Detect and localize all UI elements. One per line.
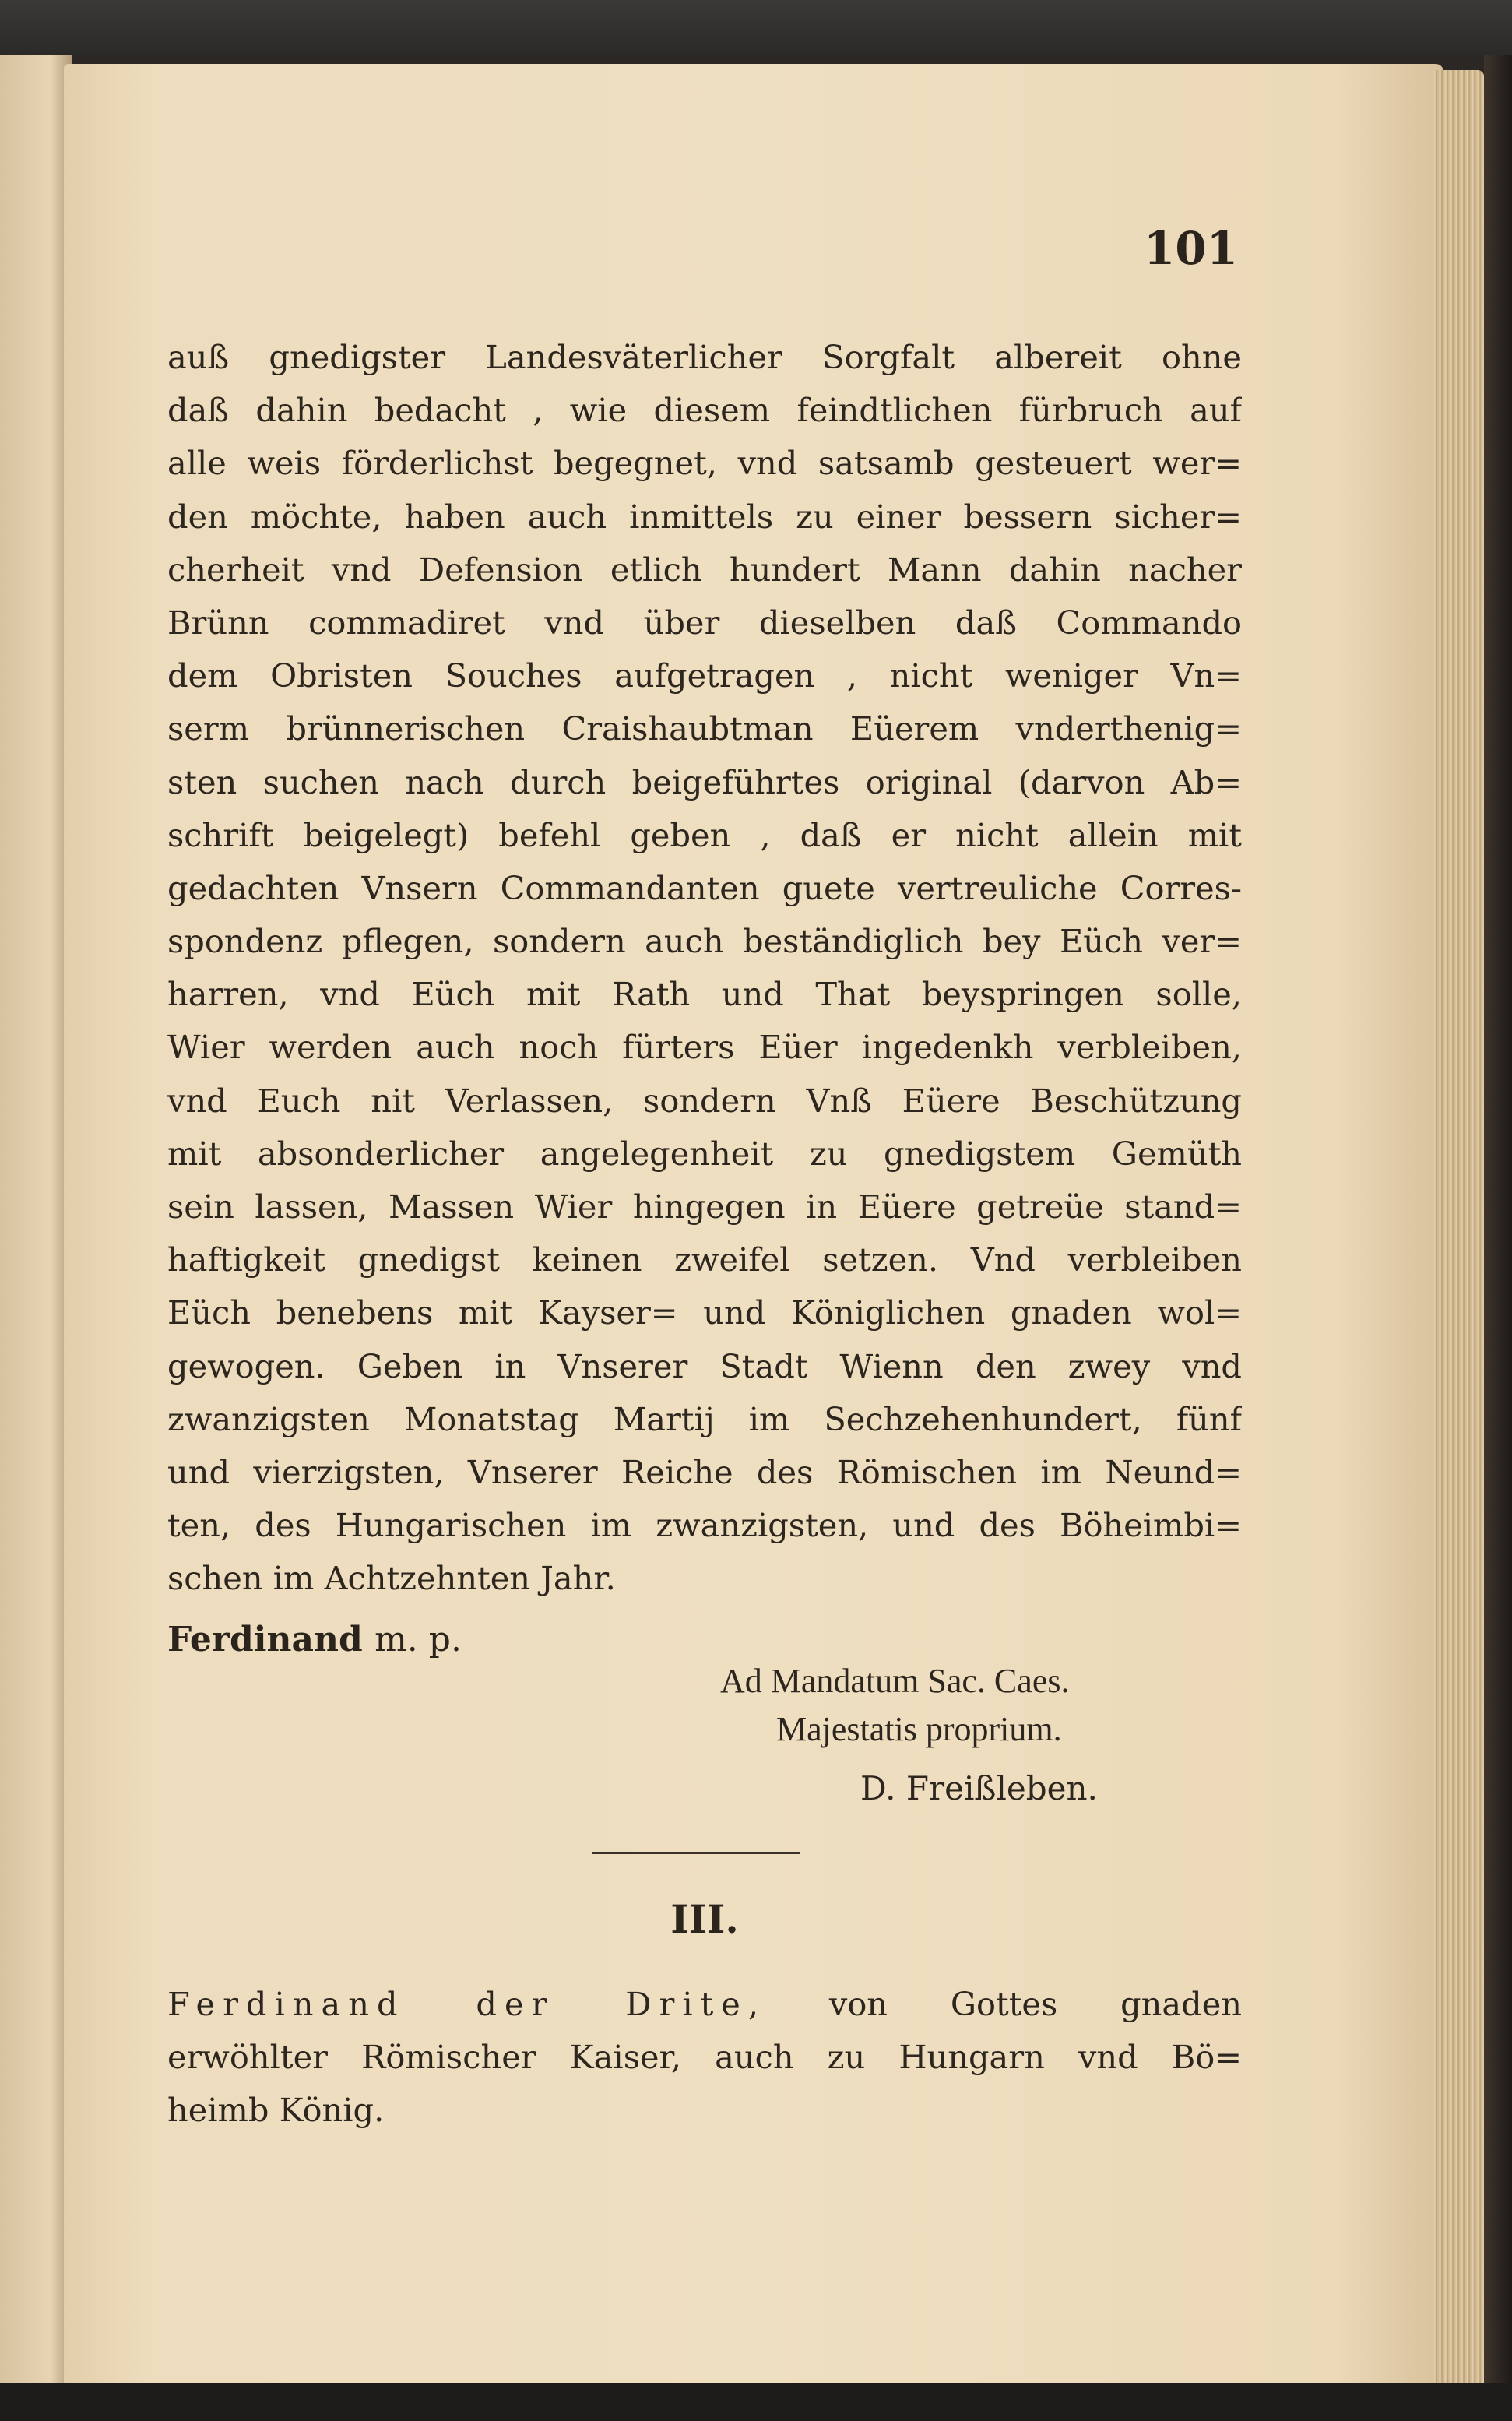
text-line: schen im Achtzehnten Jahr.	[167, 1559, 616, 1598]
text-line: mit absonderlicher angelegenheit zu gnedigstem Gemüth	[167, 1134, 1242, 1173]
text-line: ten, des Hungarischen im zwanzigsten, und des Böheimbi=	[167, 1506, 1242, 1545]
text-line: schrift beigelegt) befehl geben , daß er nicht allein mit	[167, 815, 1242, 854]
left-page-edge	[0, 55, 72, 2383]
text-line: cherheit vnd Defension etlich hundert Mann dahin nacher	[167, 550, 1242, 589]
text-line: gewogen. Geben in Vnserer Stadt Wienn den zwey vnd	[167, 1346, 1242, 1385]
section-heading: III.	[670, 1896, 739, 1942]
text-line: vnd Euch nit Verlassen, sondern Vnß Eüere Beschützung	[167, 1081, 1242, 1120]
text-line: zwanzigsten Monatstag Martij im Sechzehenhundert, fünf	[167, 1399, 1242, 1438]
text-line: dem Obristen Souches aufgetragen , nicht weniger Vn=	[167, 656, 1242, 695]
countersignature: D. Freißleben.	[860, 1769, 1098, 1807]
text-line: auß gnedigster Landesväterlicher Sorgfalt albereit ohne	[167, 338, 1242, 376]
text-line: Brünn commadiret vnd über dieselben daß Commando	[167, 603, 1242, 642]
text-line: haftigkeit gnedigst keinen zweifel setzen. Vnd verbleiben	[167, 1240, 1242, 1279]
section-divider	[592, 1852, 800, 1854]
text-line: alle weis förderlichst begegnet, vnd satsamb gesteuert wer=	[167, 444, 1242, 483]
text-line: sten suchen nach durch beigeführtes original (darvon Ab=	[167, 762, 1242, 801]
text-line: sein lassen, Massen Wier hingegen in Eüere getreüe stand=	[167, 1188, 1242, 1226]
text-fragment: von Gottes gnaden	[828, 1985, 1242, 2023]
section-body	[167, 1978, 1242, 2138]
page-number: 101	[1143, 222, 1238, 275]
scanner-background-bottom	[0, 2383, 1512, 2421]
mandate-line: Ad Mandatum Sac. Caes.	[720, 1662, 1070, 1700]
mandate-line: Majestatis proprium.	[776, 1710, 1062, 1748]
signature-name: Ferdinand	[167, 1620, 363, 1659]
text-line: harren, vnd Eüch mit Rath und That beyspringen solle,	[167, 975, 1242, 1014]
scanner-background-top	[0, 0, 1512, 55]
text-line: heimb König.	[167, 2091, 385, 2130]
signature	[167, 1620, 462, 1659]
page-edges-stack	[1433, 70, 1484, 2383]
book-cover-edge	[1484, 55, 1512, 2391]
text-line: spondenz pflegen, sondern auch beständiglich bey Eüch ver=	[167, 922, 1242, 961]
text-line: Eüch benebens mit Kayser= und Königlichen gnaden wol=	[167, 1293, 1242, 1332]
text-line: serm brünnerischen Craishaubtman Eüerem vnderthenig=	[167, 709, 1242, 748]
letter-body	[167, 331, 1242, 1606]
text-line	[167, 1978, 1242, 2031]
text-line: Wier werden auch noch fürters Eüer ingedenkh verbleiben,	[167, 1028, 1242, 1067]
text-line: gedachten Vnsern Commandanten guete vertreuliche Corres-	[167, 868, 1242, 907]
text-line: erwöhlter Römischer Kaiser, auch zu Hungarn vnd Bö=	[167, 2038, 1242, 2077]
opening-word: Ferdinand der Drite,	[167, 1985, 767, 2023]
text-line: und vierzigsten, Vnserer Reiche des Römischen im Neund=	[167, 1452, 1242, 1491]
signature-suffix: m. p.	[374, 1620, 462, 1659]
text-line: den möchte, haben auch inmittels zu einer bessern sicher=	[167, 497, 1242, 536]
text-line: daß dahin bedacht , wie diesem feindtlichen fürbruch auf	[167, 391, 1242, 430]
mandate-block	[720, 1657, 1234, 1754]
